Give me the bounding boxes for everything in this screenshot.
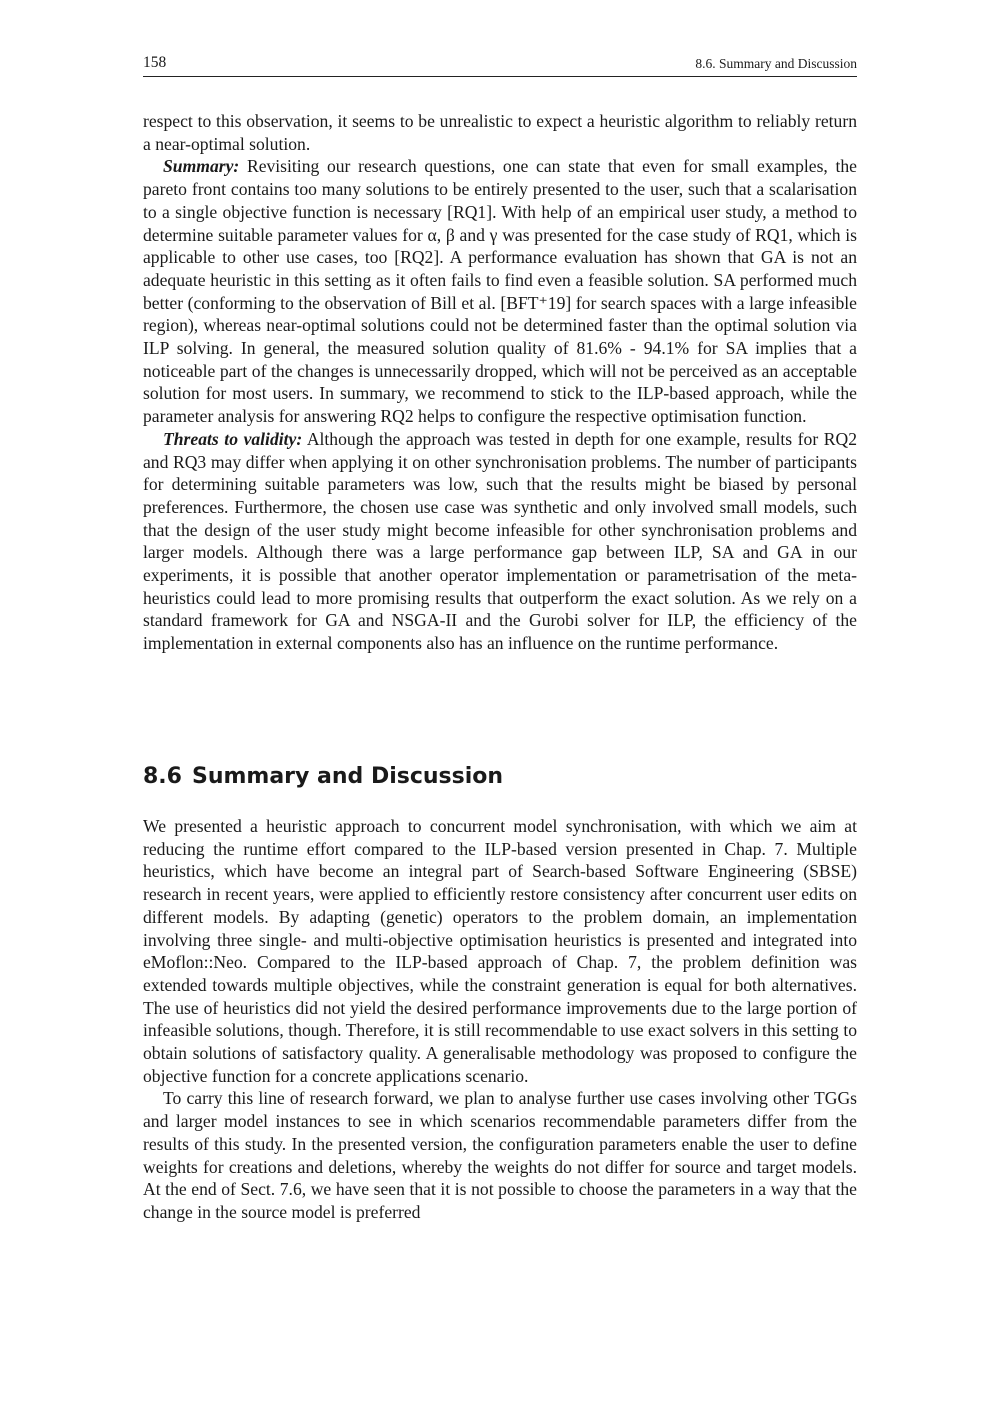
section-title: Summary and Discussion xyxy=(191,764,504,789)
section-paragraph: We presented a heuristic approach to concurrent model synchronisation, with which we aim at reducing the runtime effort compared to the ILP-based version presented in Chap. 7. Multiple heuristics, which have become an integral part of Search-based Software Engineering (SBSE) research in recent years, were applied to efficiently restore consistency after concurrent user edits on different models. By adapting (genetic) operators to the problem domain, an implementation involving three single- and multi-objective optimisation heuristics is presented and integrated into eMoflon::Neo. Compared to the ILP-based approach of Chap. 7, the problem definition was extended towards multiple objectives, while the constraint generation is equal for both alternatives. The use of heuristics did not yield the desired performance improvements due to the large portion of infeasible solutions, though. Therefore, it is still recommendable to use exact solvers in this setting to obtain solutions of satisfactory quality. A generalisable methodology was proposed to configure the objective function for a concrete applications scenario. xyxy=(143,816,857,1086)
threats-paragraph xyxy=(143,428,857,655)
summary-paragraph xyxy=(143,155,857,427)
body-text xyxy=(143,110,857,655)
page-header xyxy=(143,54,857,77)
section-paragraph: To carry this line of research forward, we plan to analyse further use cases involving other TGGs and larger model instances to see in which scenarios recommendable parameters differ from the results of this study. In the presented version, the configuration parameters enable the user to define weights for creations and deletions, whereby the weights do not differ for source and target models. At the end of Sect. 7.6, we have seen that it is not possible to choose the parameters in a way that the change in the source model is preferred xyxy=(143,1088,857,1222)
section-heading xyxy=(143,764,857,789)
continued-paragraph: respect to this observation, it seems to be unrealistic to expect a heuristic algorithm to reliably return a near-optimal solution. xyxy=(143,111,857,154)
summary-label: Summary: xyxy=(163,156,240,177)
section-number: 8.6 xyxy=(143,764,182,789)
page-number: 158 xyxy=(143,54,167,71)
threats-label: Threats to validity: xyxy=(163,428,303,449)
section-body xyxy=(143,815,857,1224)
running-head: 8.6. Summary and Discussion xyxy=(695,56,857,71)
summary-text: Revisiting our research questions, one can state that even for small examples, the pareto front contains too many solutions to be entirely presented to the user, such that a scalarisation to a single objective function is necessary [RQ1]. With help of an empirical user study, a method to determine suitable parameter values for α, β and γ was presented for the case study of RQ1, which is applicable to other use cases, too [RQ2]. A performance evaluation has shown that GA is not an adequate heuristic in this setting as it often fails to find even a feasible solution. SA performed much better (conforming to the observation of Bill et al. [BFT⁺19] for search spaces with a large infeasible region), whereas near-optimal solutions could not be determined faster than the optimal solution via ILP solving. In general, the measured solution quality of 81.6% - 94.1% for SA implies that a noticeable part of the changes is unnecessarily dropped, which will not be perceived as an acceptable solution for most users. In summary, we recommend to stick to the ILP-based approach, while the parameter analysis for answering RQ2 helps to configure the respective optimisation function. xyxy=(143,156,857,427)
threats-text: Although the approach was tested in depth for one example, results for RQ2 and RQ3 may differ when applying it on other synchronisation problems. The number of participants for determining suitable parameters was low, such that the results might be biased by personal preferences. Furthermore, the chosen use case was synthetic and only involved small models, such that the design of the user study might become infeasible for other synchronisation problems and larger models. Although there was a large performance gap between ILP, SA and GA in our experiments, it is possible that another operator implementation or parametrisation of the meta-heuristics could lead to more promising results that outperform the exact solution. As we rely on a standard framework for GA and NSGA-II and the Gurobi solver for ILP, the efficiency of the implementation in external components also has an influence on the runtime performance. xyxy=(143,428,858,654)
